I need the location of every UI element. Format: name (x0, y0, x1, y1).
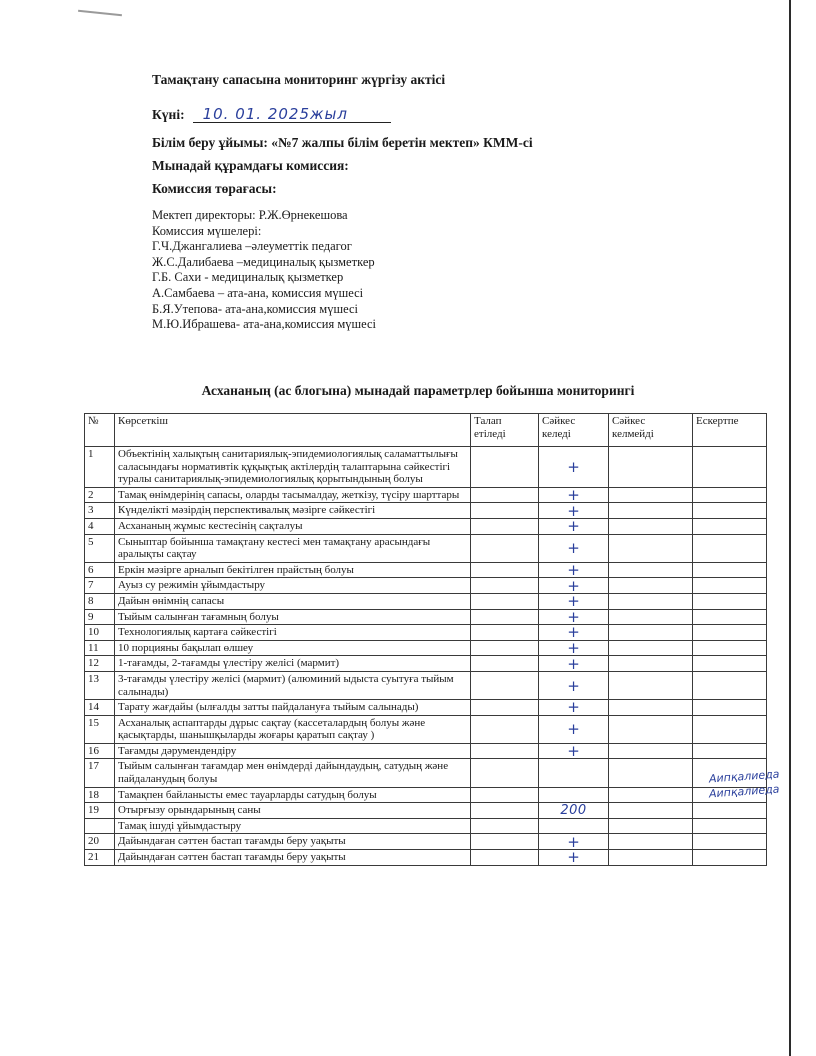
member-line: Г.Ч.Джангалиева –әлеуметтік педагог (152, 239, 352, 254)
row-num: 15 (85, 715, 115, 743)
row-required (471, 447, 539, 488)
row-indicator: Дайын өнімнің сапасы (115, 593, 471, 609)
row-compliant-mark: + (539, 487, 609, 503)
row-noncompliant (609, 656, 693, 672)
row-noncompliant (609, 715, 693, 743)
row-noncompliant (609, 593, 693, 609)
row-num: 7 (85, 578, 115, 594)
row-notes (693, 487, 767, 503)
row-required (471, 609, 539, 625)
subsection-title: Тамақ ішуді ұйымдастыру (115, 818, 471, 834)
row-required (471, 503, 539, 519)
row-notes (693, 671, 767, 699)
row-num: 13 (85, 671, 115, 699)
table-row (85, 503, 767, 519)
table-row (85, 487, 767, 503)
row-notes (693, 562, 767, 578)
handwritten-signature: Аипқалиеда (709, 782, 781, 801)
table-row (85, 562, 767, 578)
row-num: 14 (85, 700, 115, 716)
row-compliant-mark: + (539, 640, 609, 656)
commission-chair-label: Комиссия төрағасы: (152, 181, 277, 196)
row-compliant-mark: + (539, 447, 609, 488)
row-num: 1 (85, 447, 115, 488)
header-required: Талап етіледі (471, 414, 539, 447)
row-noncompliant (609, 640, 693, 656)
row-compliant-mark: + (539, 834, 609, 850)
subsection-num (85, 818, 115, 834)
row-num: 19 (85, 803, 115, 819)
row-compliant-mark: + (539, 562, 609, 578)
row-notes (693, 850, 767, 866)
row-num: 18 (85, 787, 115, 803)
row-indicator: Асханалық аспаптарды дұрыс сақтау (кассеталардың болуы және қасықтарды, шанышқыларды жоғары қаратып сақтау ) (115, 715, 471, 743)
row-required (471, 671, 539, 699)
table-row (85, 534, 767, 562)
row-indicator: 1-тағамды, 2-тағамды үлестіру желісі (мармит) (115, 656, 471, 672)
monitoring-table (84, 413, 781, 867)
row-num: 12 (85, 656, 115, 672)
row-noncompliant (609, 850, 693, 866)
row-required (471, 487, 539, 503)
row-notes (693, 782, 781, 803)
row-num: 3 (85, 503, 115, 519)
row-required (471, 562, 539, 578)
row-num: 9 (85, 609, 115, 625)
row-num: 20 (85, 834, 115, 850)
row-num: 2 (85, 487, 115, 503)
row-required (471, 640, 539, 656)
row-noncompliant (609, 487, 693, 503)
row-notes (693, 518, 767, 534)
row-noncompliant (609, 534, 693, 562)
member-line: Г.Б. Сахи - медициналық қызметкер (152, 270, 344, 285)
section-title: Асхананың (ас блогына) мынадай параметрлер бойынша мониторингі (201, 383, 635, 398)
table-header-row (85, 414, 767, 447)
page-edge-line (789, 0, 791, 1056)
row-num: 6 (85, 562, 115, 578)
row-compliant-mark: + (539, 700, 609, 716)
row-indicator: Ауыз су режимін ұйымдастыру (115, 578, 471, 594)
row-indicator: Асхананың жұмыс кестесінің сақталуы (115, 518, 471, 534)
table-row (85, 609, 767, 625)
organization-line: Білім беру ұйымы: «№7 жалпы білім беретін мектеп» КММ-сі (152, 135, 533, 150)
row-notes (693, 593, 767, 609)
row-compliant-mark: 200 (539, 803, 609, 819)
row-notes (693, 447, 767, 488)
row-notes (693, 534, 767, 562)
row-compliant-mark: + (539, 656, 609, 672)
row-notes (693, 834, 767, 850)
row-notes (693, 759, 781, 787)
row-noncompliant (609, 803, 693, 819)
header-compliant: Сәйкес келеді (539, 414, 609, 447)
date-value-handwritten: 10. 01. 2025жыл (193, 106, 391, 123)
row-compliant-mark: + (539, 743, 609, 759)
row-indicator: 3-тағамды үлестіру желісі (мармит) (алюминий ыдыста суытуға тыйым салынады) (115, 671, 471, 699)
table-row (85, 671, 767, 699)
table-row (85, 834, 767, 850)
subsection-empty (471, 818, 539, 834)
row-noncompliant (609, 503, 693, 519)
member-line: А.Самбаева – ата-ана, комиссия мүшесі (152, 285, 364, 300)
header-indicator: Көрсеткіш (115, 414, 471, 447)
row-num: 5 (85, 534, 115, 562)
header-noncompliant: Сәйкес келмейді (609, 414, 693, 447)
table-row (85, 625, 767, 641)
table-row (85, 700, 767, 716)
row-indicator: Тарату жағдайы (ылғалды затты пайдалануға тыйым салынады) (115, 700, 471, 716)
handwritten-signature: Аипқалиеда (709, 768, 781, 786)
table-row (85, 787, 767, 803)
row-required (471, 850, 539, 866)
row-indicator: Тағамды дәрумендендіру (115, 743, 471, 759)
row-indicator: Тыйым салынған тағамдар мен өнімдерді дайындаудың, сатудың және пайдаланудың болуы (115, 759, 471, 787)
scan-artifact-line (78, 10, 122, 17)
member-line: Ж.С.Далибаева –медициналық қызметкер (152, 254, 375, 269)
table-subsection-row (85, 818, 767, 834)
member-line: Комиссия мүшелері: (152, 223, 262, 238)
row-required (471, 578, 539, 594)
row-noncompliant (609, 834, 693, 850)
row-required (471, 834, 539, 850)
row-notes (693, 578, 767, 594)
row-compliant-mark: + (539, 593, 609, 609)
row-noncompliant (609, 671, 693, 699)
row-noncompliant (609, 743, 693, 759)
member-line: Мектеп директоры: Р.Ж.Өрнекешова (152, 208, 348, 222)
row-required (471, 759, 539, 787)
row-compliant-mark (539, 759, 609, 787)
table-row (85, 518, 767, 534)
row-indicator: Тамақ өнімдерінің сапасы, оларды тасымалдау, жеткізу, түсіру шарттары (115, 487, 471, 503)
table-row (85, 593, 767, 609)
subsection-empty (539, 818, 609, 834)
row-compliant-mark: + (539, 534, 609, 562)
row-noncompliant (609, 700, 693, 716)
row-compliant-mark (539, 787, 609, 803)
table-row (85, 656, 767, 672)
row-notes (693, 640, 767, 656)
row-indicator: 10 порцияны бақылап өлшеу (115, 640, 471, 656)
table-row (85, 578, 767, 594)
row-noncompliant (609, 447, 693, 488)
document-title: Тамақтану сапасына мониторинг жүргізу актісі (152, 72, 446, 87)
table-row (85, 640, 767, 656)
row-compliant-mark: + (539, 518, 609, 534)
row-compliant-mark: + (539, 671, 609, 699)
row-required (471, 803, 539, 819)
subsection-empty (693, 818, 767, 834)
row-compliant-mark: + (539, 503, 609, 519)
table-row (85, 715, 767, 743)
table-row (85, 850, 767, 866)
row-indicator: Тыйым салынған тағамның болуы (115, 609, 471, 625)
table-row (85, 803, 767, 819)
row-required (471, 700, 539, 716)
row-indicator: Күнделікті мәзірдің перспективалық мәзірге сәйкестігі (115, 503, 471, 519)
row-notes (693, 700, 767, 716)
table-row (85, 759, 767, 787)
row-num: 11 (85, 640, 115, 656)
row-noncompliant (609, 609, 693, 625)
row-num: 16 (85, 743, 115, 759)
row-required (471, 743, 539, 759)
member-line: Б.Я.Утепова- ата-ана,комиссия мүшесі (152, 301, 358, 316)
row-notes (693, 656, 767, 672)
member-line: М.Ю.Ибрашева- ата-ана,комиссия мүшесі (152, 317, 376, 332)
date-line (152, 106, 391, 123)
row-required (471, 715, 539, 743)
row-required (471, 534, 539, 562)
row-required (471, 656, 539, 672)
row-compliant-mark: + (539, 850, 609, 866)
row-required (471, 625, 539, 641)
table-row (85, 743, 767, 759)
row-required (471, 518, 539, 534)
date-label: Күні: (152, 107, 185, 122)
row-notes (693, 743, 767, 759)
header-notes: Ескертпе (693, 414, 767, 447)
row-noncompliant (609, 562, 693, 578)
row-noncompliant (609, 578, 693, 594)
row-indicator: Тамақпен байланысты емес тауарларды сатудың болуы (115, 787, 471, 803)
row-noncompliant (609, 518, 693, 534)
commission-members-list (152, 208, 376, 333)
row-required (471, 593, 539, 609)
row-indicator: Отырғызу орындарының саны (115, 803, 471, 819)
row-indicator: Еркін мәзірге арналып бекітілген прайстың болуы (115, 562, 471, 578)
row-indicator: Сыныптар бойынша тамақтану кестесі мен тамақтану арасындағы аралықты сақтау (115, 534, 471, 562)
row-compliant-mark: + (539, 715, 609, 743)
row-num: 17 (85, 759, 115, 787)
table-row (85, 447, 767, 488)
row-notes (693, 503, 767, 519)
row-compliant-mark: + (539, 578, 609, 594)
row-notes (693, 803, 767, 819)
row-compliant-mark: + (539, 609, 609, 625)
row-noncompliant (609, 787, 693, 803)
commission-intro: Мынадай құрамдағы комиссия: (152, 158, 349, 173)
row-required (471, 787, 539, 803)
row-indicator: Дайындаған сәттен бастап тағамды беру уақыты (115, 850, 471, 866)
header-num: № (85, 414, 115, 447)
row-compliant-mark: + (539, 625, 609, 641)
row-num: 8 (85, 593, 115, 609)
row-num: 21 (85, 850, 115, 866)
row-num: 4 (85, 518, 115, 534)
row-num: 10 (85, 625, 115, 641)
row-noncompliant (609, 759, 693, 787)
row-indicator: Дайындаған сәттен бастап тағамды беру уақыты (115, 834, 471, 850)
row-noncompliant (609, 625, 693, 641)
row-indicator: Объектінің халықтың санитариялық-эпидемиологиялық саламаттылығы саласындағы нормативтік құқықтық актілердің талаптарына сәйкестігі туралы санитариялық-эпидемиологиялық қорытындының болуы (115, 447, 471, 488)
row-notes (693, 715, 767, 743)
row-indicator: Технологиялық картаға сәйкестігі (115, 625, 471, 641)
row-notes (693, 625, 767, 641)
row-notes (693, 609, 767, 625)
subsection-empty (609, 818, 693, 834)
